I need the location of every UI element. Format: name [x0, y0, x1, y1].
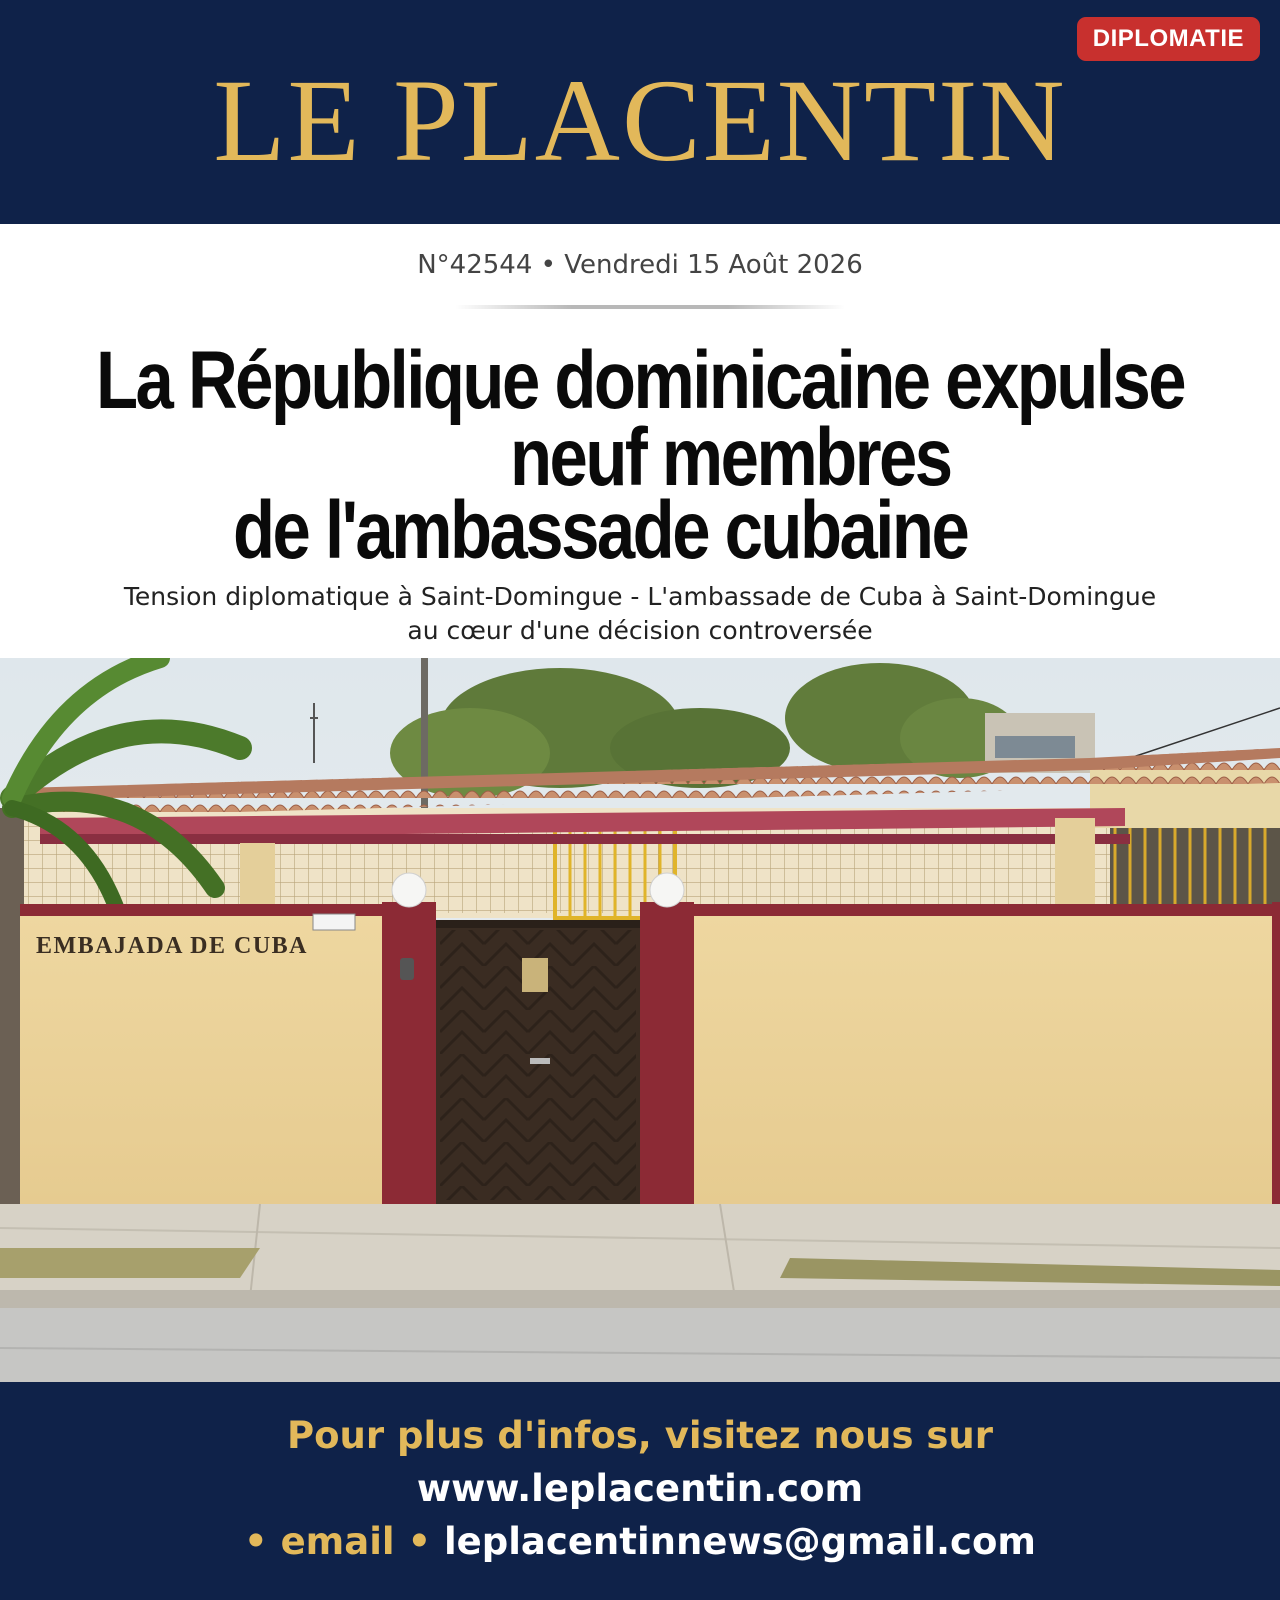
- website-link[interactable]: www.leplacentin.com: [416, 1467, 864, 1510]
- subheadline-line-1: Tension diplomatique à Saint-Domingue - L'ambassade de Cuba à Saint-Domingue: [123, 582, 1157, 611]
- embassy-photo: [0, 658, 1280, 1382]
- embassy-photo-illustration: [0, 658, 1280, 1382]
- masthead: [0, 0, 1280, 224]
- headline-line-1: La République dominicaine expulse: [96, 335, 1185, 426]
- email-label: • email •: [244, 1520, 432, 1563]
- subheadline: [0, 580, 1280, 648]
- headline: [0, 330, 1280, 576]
- brand-logo[interactable]: LE PLACENTIN: [213, 55, 1067, 186]
- headline-line-2: neuf membres: [510, 412, 951, 503]
- footer-cta: Pour plus d'infos, visitez nous sur: [286, 1414, 994, 1457]
- footer: [0, 1382, 1280, 1600]
- headline-line-3: de l'ambassade cubaine: [233, 485, 968, 576]
- wall-sign-text: EMBAJADA DE CUBA: [36, 933, 309, 959]
- email-link[interactable]: leplacentinnews@gmail.com: [443, 1520, 1036, 1563]
- subheadline-line-2: au cœur d'une décision controversée: [407, 616, 873, 645]
- issue-date-line: N°42544 • Vendredi 15 Août 2026: [417, 250, 863, 280]
- divider: [455, 305, 845, 309]
- section-badge[interactable]: DIPLOMATIE: [1077, 17, 1260, 61]
- email-line: [0, 1520, 1280, 1563]
